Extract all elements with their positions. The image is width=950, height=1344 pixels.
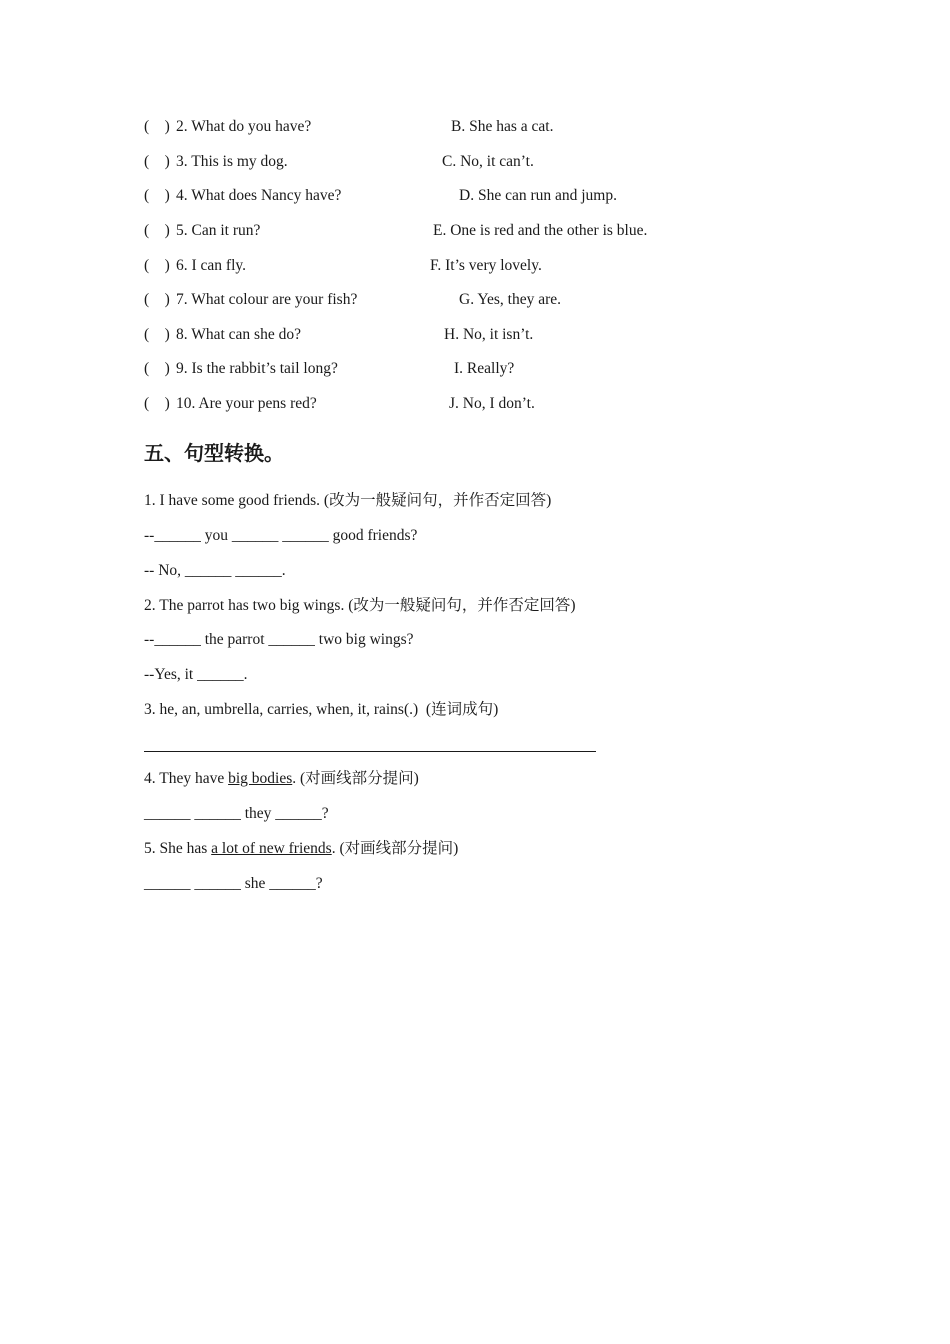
question-2-answer-line-2: --Yes, it ______.: [144, 666, 248, 683]
question-3: 3. he, an, umbrella, carries, when, it, rains(.) (连词成句): [144, 701, 499, 718]
match-question: 5. Can it run?: [176, 222, 261, 239]
match-question: 9. Is the rabbit’s tail long?: [176, 360, 338, 377]
match-question: 6. I can fly.: [176, 257, 247, 274]
question-5-answer: ______ ______ she ______?: [144, 875, 323, 892]
match-question: 4. What does Nancy have?: [176, 187, 342, 204]
answer-blank-paren: ( ): [144, 257, 170, 274]
question-5: [144, 839, 458, 859]
answer-blank-paren: ( ): [144, 291, 170, 308]
match-answer: D. She can run and jump.: [459, 187, 617, 204]
question-4-answer: ______ ______ they ______?: [144, 805, 329, 822]
question-5-text: 5. She has: [144, 840, 212, 857]
answer-blank-paren: ( ): [144, 187, 170, 204]
answer-blank-line: [144, 751, 596, 752]
match-answer: B. She has a cat.: [451, 118, 554, 135]
answer-blank-paren: ( ): [144, 153, 170, 170]
answer-blank-paren: ( ): [144, 326, 170, 343]
match-answer: J. No, I don’t.: [449, 395, 535, 412]
match-answer: E. One is red and the other is blue.: [433, 222, 648, 239]
match-question: 10. Are your pens red?: [176, 395, 317, 412]
match-answer: G. Yes, they are.: [459, 291, 562, 308]
match-answer: I. Really?: [454, 360, 515, 377]
question-2: 2. The parrot has two big wings. (改为一般疑问句，并作否定回答): [144, 597, 576, 614]
question-2-answer-line-1: --______ the parrot ______ two big wings?: [144, 631, 414, 648]
match-question: 3. This is my dog.: [176, 153, 288, 170]
match-answer: F. It’s very lovely.: [430, 257, 542, 274]
question-4: [144, 769, 419, 789]
answer-blank-paren: ( ): [144, 360, 170, 377]
answer-blank-paren: ( ): [144, 222, 170, 239]
match-question: 8. What can she do?: [176, 326, 301, 343]
match-answer: C. No, it can’t.: [442, 153, 534, 170]
match-question: 2. What do you have?: [176, 118, 312, 135]
question-5-underlined: a lot of new friends: [211, 840, 332, 857]
question-4-text: 4. They have: [144, 770, 229, 787]
question-4-note: . (对画线部分提问): [292, 770, 419, 787]
question-1-answer-line-2: -- No, ______ ______.: [144, 562, 286, 579]
question-1-answer-line-1: --______ you ______ ______ good friends?: [144, 527, 418, 544]
answer-blank-paren: ( ): [144, 118, 170, 135]
match-answer: H. No, it isn’t.: [444, 326, 534, 343]
question-1: 1. I have some good friends. (改为一般疑问句，并作否定回答): [144, 492, 552, 509]
section-heading: 五、句型转换。: [144, 441, 284, 465]
match-question: 7. What colour are your fish?: [176, 291, 358, 308]
question-4-underlined: big bodies: [228, 770, 293, 787]
answer-blank-paren: ( ): [144, 395, 170, 412]
question-5-note: . (对画线部分提问): [331, 840, 459, 857]
